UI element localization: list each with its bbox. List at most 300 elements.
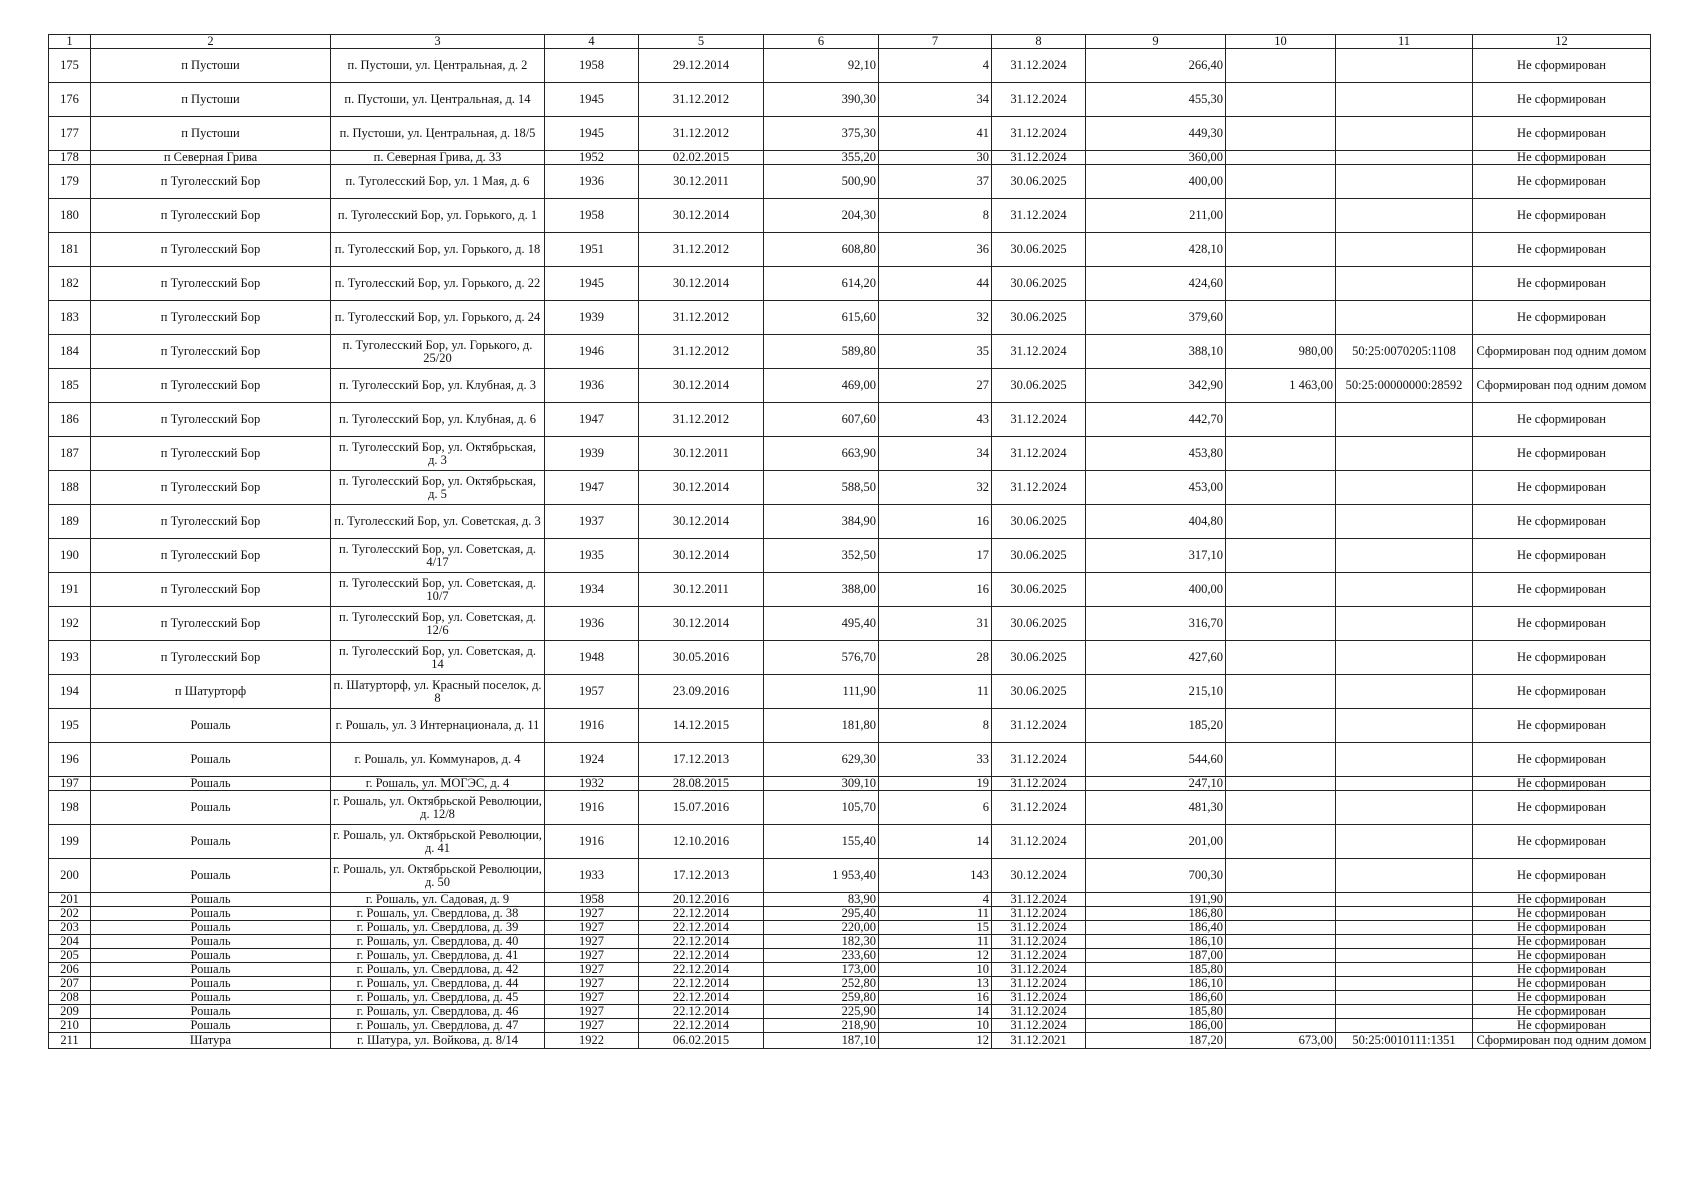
residents-cell: 13 <box>879 977 992 991</box>
row-number-cell: 191 <box>49 573 91 607</box>
table-row <box>49 791 1651 825</box>
area-cell: 266,40 <box>1086 49 1226 83</box>
area-cell: 186,40 <box>1086 921 1226 935</box>
year-built-cell: 1936 <box>545 165 639 199</box>
date-cell: 22.12.2014 <box>639 949 764 963</box>
land-status-cell: Не сформирован <box>1473 935 1651 949</box>
date-cell: 22.12.2014 <box>639 921 764 935</box>
cadastral-number-cell <box>1336 825 1473 859</box>
table-row <box>49 1033 1651 1049</box>
area-cell: 589,80 <box>764 335 879 369</box>
area-cell: 629,30 <box>764 743 879 777</box>
cadastral-number-cell <box>1336 977 1473 991</box>
area-cell: 182,30 <box>764 935 879 949</box>
area-cell: 442,70 <box>1086 403 1226 437</box>
land-status-cell: Не сформирован <box>1473 233 1651 267</box>
date-cell: 02.02.2015 <box>639 151 764 165</box>
area-cell: 388,00 <box>764 573 879 607</box>
settlement-cell: Рошаль <box>91 991 331 1005</box>
date-cell: 31.12.2012 <box>639 335 764 369</box>
area-cell: 201,00 <box>1086 825 1226 859</box>
date-cell: 22.12.2014 <box>639 991 764 1005</box>
column-number: 10 <box>1226 35 1336 49</box>
settlement-cell: п Туголесский Бор <box>91 607 331 641</box>
deadline-cell: 31.12.2024 <box>992 117 1086 151</box>
deadline-cell: 31.12.2024 <box>992 49 1086 83</box>
year-built-cell: 1958 <box>545 199 639 233</box>
date-cell: 30.12.2014 <box>639 539 764 573</box>
area-cell: 252,80 <box>764 977 879 991</box>
cadastral-number-cell <box>1336 403 1473 437</box>
area-cell: 588,50 <box>764 471 879 505</box>
column-number: 11 <box>1336 35 1473 49</box>
address-cell: п. Шатурторф, ул. Красный поселок, д. 8 <box>331 675 545 709</box>
address-cell: п. Туголесский Бор, ул. Горького, д. 18 <box>331 233 545 267</box>
area-cell: 295,40 <box>764 907 879 921</box>
residents-cell: 14 <box>879 1005 992 1019</box>
land-status-cell: Не сформирован <box>1473 893 1651 907</box>
residents-cell: 4 <box>879 49 992 83</box>
land-status-cell: Не сформирован <box>1473 1005 1651 1019</box>
area-cell: 495,40 <box>764 607 879 641</box>
land-area-cell <box>1226 893 1336 907</box>
residents-cell: 14 <box>879 825 992 859</box>
area-cell: 259,80 <box>764 991 879 1005</box>
date-cell: 20.12.2016 <box>639 893 764 907</box>
date-cell: 31.12.2012 <box>639 83 764 117</box>
residents-cell: 32 <box>879 301 992 335</box>
table-row <box>49 165 1651 199</box>
area-cell: 400,00 <box>1086 165 1226 199</box>
address-cell: п. Туголесский Бор, ул. Клубная, д. 3 <box>331 369 545 403</box>
residents-cell: 12 <box>879 1033 992 1049</box>
address-cell: п. Туголесский Бор, ул. Советская, д. 3 <box>331 505 545 539</box>
address-cell: г. Рошаль, ул. Октябрьской Революции, д. 41 <box>331 825 545 859</box>
column-number: 1 <box>49 35 91 49</box>
settlement-cell: Рошаль <box>91 1019 331 1033</box>
area-cell: 155,40 <box>764 825 879 859</box>
row-number-cell: 175 <box>49 49 91 83</box>
area-cell: 428,10 <box>1086 233 1226 267</box>
table-row <box>49 369 1651 403</box>
land-status-cell: Не сформирован <box>1473 921 1651 935</box>
area-cell: 92,10 <box>764 49 879 83</box>
area-cell: 352,50 <box>764 539 879 573</box>
deadline-cell: 31.12.2024 <box>992 83 1086 117</box>
cadastral-number-cell <box>1336 675 1473 709</box>
address-cell: п. Туголесский Бор, ул. Советская, д. 14 <box>331 641 545 675</box>
land-area-cell <box>1226 777 1336 791</box>
date-cell: 31.12.2012 <box>639 117 764 151</box>
date-cell: 31.12.2012 <box>639 301 764 335</box>
land-area-cell <box>1226 505 1336 539</box>
address-cell: п. Туголесский Бор, ул. Горького, д. 22 <box>331 267 545 301</box>
area-cell: 220,00 <box>764 921 879 935</box>
land-status-cell: Не сформирован <box>1473 165 1651 199</box>
row-number-cell: 194 <box>49 675 91 709</box>
residents-cell: 15 <box>879 921 992 935</box>
row-number-cell: 201 <box>49 893 91 907</box>
cadastral-number-cell <box>1336 777 1473 791</box>
settlement-cell: п Северная Грива <box>91 151 331 165</box>
year-built-cell: 1946 <box>545 335 639 369</box>
date-cell: 17.12.2013 <box>639 743 764 777</box>
year-built-cell: 1947 <box>545 403 639 437</box>
address-cell: п. Пустоши, ул. Центральная, д. 2 <box>331 49 545 83</box>
table-row <box>49 573 1651 607</box>
residents-cell: 16 <box>879 505 992 539</box>
cadastral-number-cell: 50:25:0070205:1108 <box>1336 335 1473 369</box>
address-cell: г. Рошаль, ул. Садовая, д. 9 <box>331 893 545 907</box>
address-cell: п. Туголесский Бор, ул. Горького, д. 1 <box>331 199 545 233</box>
row-number-cell: 200 <box>49 859 91 893</box>
column-number: 12 <box>1473 35 1651 49</box>
address-cell: п. Туголесский Бор, ул. 1 Мая, д. 6 <box>331 165 545 199</box>
year-built-cell: 1936 <box>545 607 639 641</box>
land-area-cell <box>1226 859 1336 893</box>
area-cell: 191,90 <box>1086 893 1226 907</box>
address-cell: г. Рошаль, ул. Коммунаров, д. 4 <box>331 743 545 777</box>
land-status-cell: Сформирован под одним домом <box>1473 1033 1651 1049</box>
deadline-cell: 30.12.2024 <box>992 859 1086 893</box>
address-cell: п. Туголесский Бор, ул. Клубная, д. 6 <box>331 403 545 437</box>
cadastral-number-cell <box>1336 83 1473 117</box>
settlement-cell: п Пустоши <box>91 83 331 117</box>
land-area-cell <box>1226 991 1336 1005</box>
year-built-cell: 1936 <box>545 369 639 403</box>
table-row <box>49 825 1651 859</box>
table-row <box>49 151 1651 165</box>
residents-cell: 17 <box>879 539 992 573</box>
residents-cell: 31 <box>879 607 992 641</box>
column-number: 3 <box>331 35 545 49</box>
year-built-cell: 1945 <box>545 117 639 151</box>
year-built-cell: 1934 <box>545 573 639 607</box>
area-cell: 700,30 <box>1086 859 1226 893</box>
deadline-cell: 31.12.2024 <box>992 403 1086 437</box>
land-status-cell: Не сформирован <box>1473 539 1651 573</box>
row-number-cell: 181 <box>49 233 91 267</box>
cadastral-number-cell <box>1336 1019 1473 1033</box>
address-cell: г. Рошаль, ул. Октябрьской Революции, д. 12/8 <box>331 791 545 825</box>
area-cell: 186,10 <box>1086 935 1226 949</box>
year-built-cell: 1927 <box>545 935 639 949</box>
land-status-cell: Не сформирован <box>1473 403 1651 437</box>
cadastral-number-cell <box>1336 539 1473 573</box>
year-built-cell: 1933 <box>545 859 639 893</box>
land-area-cell <box>1226 977 1336 991</box>
table-row <box>49 675 1651 709</box>
deadline-cell: 31.12.2024 <box>992 893 1086 907</box>
land-area-cell <box>1226 573 1336 607</box>
land-area-cell <box>1226 403 1336 437</box>
land-area-cell <box>1226 117 1336 151</box>
deadline-cell: 31.12.2024 <box>992 199 1086 233</box>
settlement-cell: п Пустоши <box>91 117 331 151</box>
row-number-cell: 197 <box>49 777 91 791</box>
deadline-cell: 31.12.2024 <box>992 825 1086 859</box>
settlement-cell: п Туголесский Бор <box>91 335 331 369</box>
area-cell: 453,80 <box>1086 437 1226 471</box>
date-cell: 30.12.2014 <box>639 471 764 505</box>
land-status-cell: Не сформирован <box>1473 743 1651 777</box>
land-area-cell <box>1226 165 1336 199</box>
row-number-cell: 184 <box>49 335 91 369</box>
address-cell: г. Рошаль, ул. Свердлова, д. 44 <box>331 977 545 991</box>
settlement-cell: п Туголесский Бор <box>91 539 331 573</box>
cadastral-number-cell <box>1336 1005 1473 1019</box>
area-cell: 186,80 <box>1086 907 1226 921</box>
date-cell: 14.12.2015 <box>639 709 764 743</box>
area-cell: 400,00 <box>1086 573 1226 607</box>
cadastral-number-cell <box>1336 893 1473 907</box>
area-cell: 218,90 <box>764 1019 879 1033</box>
deadline-cell: 30.06.2025 <box>992 607 1086 641</box>
residents-cell: 27 <box>879 369 992 403</box>
cadastral-number-cell <box>1336 963 1473 977</box>
cadastral-number-cell <box>1336 471 1473 505</box>
year-built-cell: 1927 <box>545 907 639 921</box>
deadline-cell: 30.06.2025 <box>992 165 1086 199</box>
land-area-cell <box>1226 49 1336 83</box>
area-cell: 225,90 <box>764 1005 879 1019</box>
row-number-cell: 178 <box>49 151 91 165</box>
deadline-cell: 31.12.2024 <box>992 335 1086 369</box>
residents-cell: 8 <box>879 709 992 743</box>
date-cell: 22.12.2014 <box>639 977 764 991</box>
residents-cell: 44 <box>879 267 992 301</box>
deadline-cell: 31.12.2024 <box>992 935 1086 949</box>
area-cell: 342,90 <box>1086 369 1226 403</box>
area-cell: 469,00 <box>764 369 879 403</box>
land-status-cell: Не сформирован <box>1473 301 1651 335</box>
area-cell: 187,20 <box>1086 1033 1226 1049</box>
year-built-cell: 1948 <box>545 641 639 675</box>
table-row <box>49 907 1651 921</box>
table-row <box>49 335 1651 369</box>
land-area-cell <box>1226 641 1336 675</box>
table-row <box>49 1019 1651 1033</box>
land-status-cell: Не сформирован <box>1473 49 1651 83</box>
deadline-cell: 31.12.2024 <box>992 709 1086 743</box>
table-row <box>49 1005 1651 1019</box>
date-cell: 30.05.2016 <box>639 641 764 675</box>
date-cell: 28.08.2015 <box>639 777 764 791</box>
date-cell: 30.12.2011 <box>639 165 764 199</box>
area-cell: 316,70 <box>1086 607 1226 641</box>
date-cell: 31.12.2012 <box>639 403 764 437</box>
residents-cell: 28 <box>879 641 992 675</box>
address-cell: п. Туголесский Бор, ул. Горького, д. 24 <box>331 301 545 335</box>
row-number-cell: 179 <box>49 165 91 199</box>
land-status-cell: Не сформирован <box>1473 675 1651 709</box>
residents-cell: 6 <box>879 791 992 825</box>
row-number-cell: 190 <box>49 539 91 573</box>
settlement-cell: Рошаль <box>91 1005 331 1019</box>
residents-cell: 16 <box>879 991 992 1005</box>
land-status-cell: Не сформирован <box>1473 825 1651 859</box>
row-number-cell: 202 <box>49 907 91 921</box>
area-cell: 355,20 <box>764 151 879 165</box>
row-number-cell: 193 <box>49 641 91 675</box>
row-number-cell: 198 <box>49 791 91 825</box>
table-row <box>49 893 1651 907</box>
area-cell: 388,10 <box>1086 335 1226 369</box>
settlement-cell: п Туголесский Бор <box>91 165 331 199</box>
land-area-cell <box>1226 437 1336 471</box>
land-area-cell <box>1226 709 1336 743</box>
deadline-cell: 30.06.2025 <box>992 267 1086 301</box>
land-status-cell: Не сформирован <box>1473 573 1651 607</box>
area-cell: 1 953,40 <box>764 859 879 893</box>
land-status-cell: Не сформирован <box>1473 117 1651 151</box>
cadastral-number-cell <box>1336 935 1473 949</box>
settlement-cell: п Шатурторф <box>91 675 331 709</box>
year-built-cell: 1958 <box>545 893 639 907</box>
residents-cell: 34 <box>879 437 992 471</box>
column-number: 5 <box>639 35 764 49</box>
area-cell: 608,80 <box>764 233 879 267</box>
table-row <box>49 233 1651 267</box>
date-cell: 22.12.2014 <box>639 963 764 977</box>
area-cell: 614,20 <box>764 267 879 301</box>
area-cell: 500,90 <box>764 165 879 199</box>
cadastral-number-cell <box>1336 573 1473 607</box>
deadline-cell: 30.06.2025 <box>992 233 1086 267</box>
land-area-cell: 1 463,00 <box>1226 369 1336 403</box>
land-status-cell: Не сформирован <box>1473 791 1651 825</box>
area-cell: 481,30 <box>1086 791 1226 825</box>
table-row <box>49 977 1651 991</box>
residents-cell: 41 <box>879 117 992 151</box>
year-built-cell: 1927 <box>545 1005 639 1019</box>
land-area-cell <box>1226 607 1336 641</box>
address-cell: г. Рошаль, ул. Свердлова, д. 40 <box>331 935 545 949</box>
row-number-cell: 210 <box>49 1019 91 1033</box>
deadline-cell: 31.12.2024 <box>992 907 1086 921</box>
area-cell: 186,00 <box>1086 1019 1226 1033</box>
table-row <box>49 991 1651 1005</box>
cadastral-number-cell <box>1336 641 1473 675</box>
settlement-cell: Рошаль <box>91 977 331 991</box>
land-area-cell <box>1226 151 1336 165</box>
year-built-cell: 1939 <box>545 301 639 335</box>
row-number-cell: 189 <box>49 505 91 539</box>
area-cell: 424,60 <box>1086 267 1226 301</box>
table-row <box>49 743 1651 777</box>
cadastral-number-cell: 50:25:0010111:1351 <box>1336 1033 1473 1049</box>
row-number-cell: 208 <box>49 991 91 1005</box>
row-number-cell: 183 <box>49 301 91 335</box>
land-area-cell <box>1226 825 1336 859</box>
cadastral-number-cell <box>1336 907 1473 921</box>
settlement-cell: п Туголесский Бор <box>91 403 331 437</box>
land-area-cell <box>1226 907 1336 921</box>
table-row <box>49 641 1651 675</box>
year-built-cell: 1927 <box>545 977 639 991</box>
area-cell: 455,30 <box>1086 83 1226 117</box>
deadline-cell: 31.12.2024 <box>992 1019 1086 1033</box>
address-cell: п. Пустоши, ул. Центральная, д. 14 <box>331 83 545 117</box>
date-cell: 17.12.2013 <box>639 859 764 893</box>
year-built-cell: 1947 <box>545 471 639 505</box>
area-cell: 233,60 <box>764 949 879 963</box>
date-cell: 15.07.2016 <box>639 791 764 825</box>
address-cell: г. Рошаль, ул. 3 Интернационала, д. 11 <box>331 709 545 743</box>
residents-cell: 19 <box>879 777 992 791</box>
settlement-cell: Рошаль <box>91 907 331 921</box>
row-number-cell: 206 <box>49 963 91 977</box>
area-cell: 83,90 <box>764 893 879 907</box>
cadastral-number-cell <box>1336 165 1473 199</box>
row-number-cell: 180 <box>49 199 91 233</box>
settlement-cell: Рошаль <box>91 825 331 859</box>
cadastral-number-cell: 50:25:00000000:28592 <box>1336 369 1473 403</box>
area-cell: 576,70 <box>764 641 879 675</box>
year-built-cell: 1952 <box>545 151 639 165</box>
area-cell: 187,00 <box>1086 949 1226 963</box>
deadline-cell: 30.06.2025 <box>992 301 1086 335</box>
address-cell: п. Туголесский Бор, ул. Советская, д. 10/7 <box>331 573 545 607</box>
land-area-cell <box>1226 921 1336 935</box>
area-cell: 360,00 <box>1086 151 1226 165</box>
land-area-cell <box>1226 963 1336 977</box>
address-cell: г. Рошаль, ул. Октябрьской Революции, д. 50 <box>331 859 545 893</box>
area-cell: 111,90 <box>764 675 879 709</box>
cadastral-number-cell <box>1336 117 1473 151</box>
row-number-cell: 207 <box>49 977 91 991</box>
settlement-cell: п Туголесский Бор <box>91 505 331 539</box>
area-cell: 105,70 <box>764 791 879 825</box>
area-cell: 309,10 <box>764 777 879 791</box>
row-number-cell: 182 <box>49 267 91 301</box>
table-row <box>49 709 1651 743</box>
settlement-cell: Рошаль <box>91 791 331 825</box>
land-status-cell: Не сформирован <box>1473 1019 1651 1033</box>
settlement-cell: п Туголесский Бор <box>91 471 331 505</box>
deadline-cell: 30.06.2025 <box>992 641 1086 675</box>
year-built-cell: 1927 <box>545 963 639 977</box>
settlement-cell: Рошаль <box>91 935 331 949</box>
row-number-cell: 187 <box>49 437 91 471</box>
column-number: 7 <box>879 35 992 49</box>
row-number-cell: 205 <box>49 949 91 963</box>
date-cell: 23.09.2016 <box>639 675 764 709</box>
settlement-cell: п Туголесский Бор <box>91 233 331 267</box>
column-number-row <box>49 35 1651 49</box>
land-status-cell: Не сформирован <box>1473 777 1651 791</box>
area-cell: 181,80 <box>764 709 879 743</box>
year-built-cell: 1945 <box>545 267 639 301</box>
row-number-cell: 196 <box>49 743 91 777</box>
address-cell: г. Рошаль, ул. Свердлова, д. 47 <box>331 1019 545 1033</box>
column-number: 2 <box>91 35 331 49</box>
residents-cell: 10 <box>879 963 992 977</box>
table-row <box>49 505 1651 539</box>
housing-register-table <box>48 34 1651 1049</box>
land-status-cell: Не сформирован <box>1473 471 1651 505</box>
area-cell: 427,60 <box>1086 641 1226 675</box>
cadastral-number-cell <box>1336 949 1473 963</box>
row-number-cell: 188 <box>49 471 91 505</box>
date-cell: 30.12.2014 <box>639 199 764 233</box>
land-area-cell <box>1226 301 1336 335</box>
address-cell: п. Туголесский Бор, ул. Горького, д. 25/20 <box>331 335 545 369</box>
address-cell: г. Рошаль, ул. Свердлова, д. 41 <box>331 949 545 963</box>
year-built-cell: 1935 <box>545 539 639 573</box>
residents-cell: 12 <box>879 949 992 963</box>
area-cell: 663,90 <box>764 437 879 471</box>
